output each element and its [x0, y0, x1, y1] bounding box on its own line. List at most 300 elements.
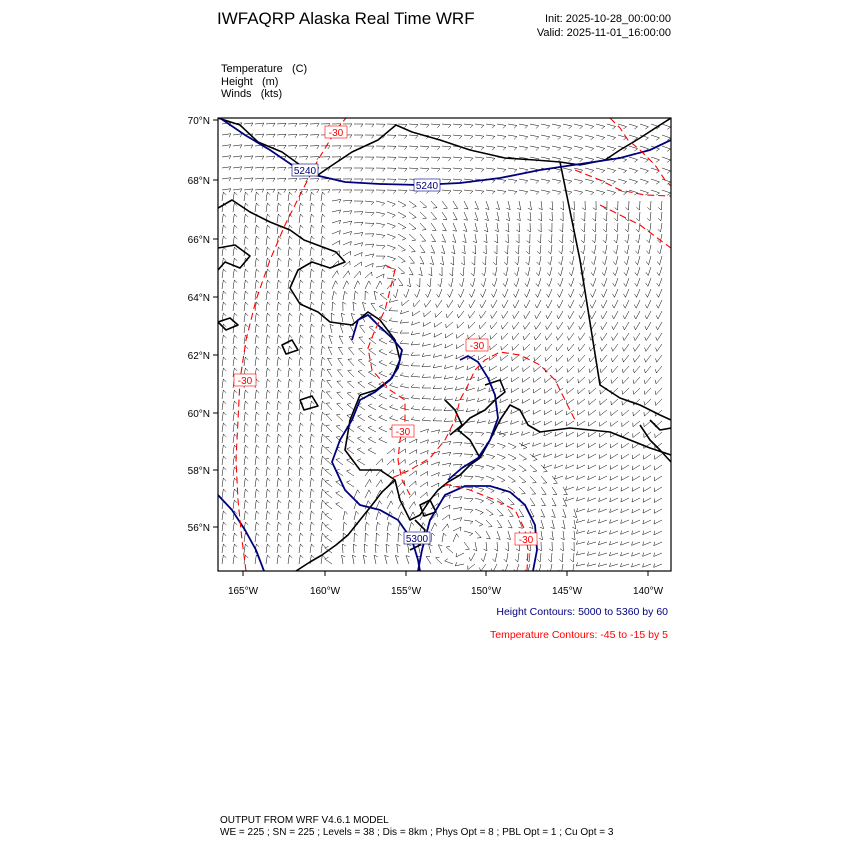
wind-barb	[539, 531, 543, 540]
wind-barb	[439, 267, 442, 276]
wind-barb	[321, 544, 325, 553]
wind-barb	[534, 366, 541, 372]
wind-barb	[266, 134, 275, 138]
wind-barb	[620, 563, 629, 567]
wind-barb	[569, 256, 574, 265]
wind-barb	[658, 212, 662, 221]
wind-barb	[338, 347, 343, 355]
wind-barb	[582, 212, 585, 221]
wind-barb	[321, 522, 325, 531]
wind-barb	[442, 524, 449, 531]
wind-barb	[277, 167, 286, 171]
wind-barb	[512, 355, 519, 361]
wind-barb	[357, 426, 365, 432]
wind-barb	[433, 354, 442, 358]
wind-barb	[623, 300, 629, 308]
wind-barb	[477, 419, 486, 423]
wind-barb	[481, 289, 487, 297]
wind-barb	[299, 291, 303, 300]
wind-barb	[587, 552, 596, 556]
wind-barb	[655, 388, 662, 395]
wind-barb	[332, 271, 338, 278]
wind-barb	[321, 533, 325, 542]
wind-barb	[365, 244, 374, 248]
wind-barb	[634, 322, 640, 330]
wind-barb	[379, 393, 387, 399]
wind-barb	[632, 531, 640, 535]
wind-barb	[288, 178, 297, 181]
wind-barb	[615, 201, 618, 210]
wind-barb	[632, 509, 640, 513]
wind-barb	[347, 392, 354, 399]
wind-barb	[453, 124, 462, 128]
wind-barb	[310, 225, 314, 234]
wind-barb	[266, 489, 270, 498]
wind-barb	[552, 190, 561, 195]
wind-barb	[633, 432, 640, 438]
wind-barb	[266, 357, 270, 366]
wind-barb	[507, 201, 511, 210]
wind-barb	[395, 555, 399, 564]
wind-barb	[540, 520, 544, 529]
wind-barb	[514, 267, 519, 276]
wind-barb	[332, 291, 337, 300]
wind-barb	[486, 157, 495, 161]
wind-barb	[585, 190, 594, 195]
wind-barb	[460, 267, 464, 276]
wind-barb	[244, 401, 248, 410]
wind-barb	[645, 311, 651, 319]
wind-barb	[579, 311, 585, 319]
wind-barb	[233, 189, 242, 193]
wind-barb	[541, 179, 550, 184]
wind-barb	[455, 397, 464, 401]
wind-barb	[611, 377, 618, 384]
wind-barb	[336, 414, 343, 421]
wind-barb	[610, 541, 619, 545]
wind-barb	[571, 201, 574, 210]
wind-barb	[365, 179, 374, 182]
wind-barb	[563, 157, 572, 162]
wind-barb	[244, 167, 253, 171]
wind-barb	[411, 384, 420, 388]
wind-barb	[471, 267, 475, 276]
wind-barb	[233, 390, 237, 399]
wind-barb	[508, 509, 513, 516]
wind-barb	[336, 503, 343, 510]
wind-barb	[397, 544, 401, 553]
wind-barb	[390, 405, 399, 410]
wind-barb	[453, 534, 459, 542]
wind-barb	[656, 322, 662, 330]
wind-barb	[599, 443, 607, 448]
wind-barb	[552, 146, 561, 151]
wind-barb	[464, 542, 469, 549]
wind-barb	[299, 412, 303, 421]
wind-barb	[563, 487, 567, 495]
wind-barb	[387, 278, 396, 282]
wind-barb	[255, 467, 259, 476]
wind-barb	[600, 432, 608, 437]
wind-barb	[654, 476, 662, 481]
wind-barb	[277, 478, 281, 487]
wind-barb	[596, 124, 605, 129]
wind-barb	[524, 322, 531, 329]
wind-barb	[533, 443, 541, 447]
wind-barb	[431, 168, 440, 172]
wind-barb	[354, 490, 360, 498]
wind-barb	[559, 553, 563, 562]
wind-barb	[508, 476, 515, 483]
wind-barb	[464, 201, 468, 209]
wind-barb	[321, 423, 325, 432]
wind-barb	[611, 410, 618, 416]
wind-barb	[503, 278, 508, 287]
wind-barb	[591, 289, 597, 297]
wind-barb	[288, 390, 292, 399]
wind-barb	[544, 443, 552, 447]
wind-barb	[354, 222, 363, 225]
wind-barb	[655, 454, 662, 459]
wind-barb	[288, 401, 292, 410]
wind-barb	[475, 157, 484, 161]
wind-barb	[422, 417, 431, 421]
wind-barb	[447, 300, 453, 308]
wind-barb	[277, 357, 281, 366]
wind-barb	[244, 302, 248, 311]
wind-barb	[244, 156, 253, 160]
wind-barb	[435, 311, 442, 317]
wind-barb	[426, 557, 431, 565]
wind-barb	[538, 212, 541, 221]
wind-barb	[574, 146, 583, 151]
wind-barb	[610, 498, 618, 502]
wind-barb	[495, 212, 499, 221]
wind-barb	[222, 489, 226, 498]
wind-barb	[420, 472, 428, 477]
wind-barb	[576, 562, 585, 566]
lat-label: 58°N	[187, 466, 210, 477]
wind-barb	[640, 168, 649, 173]
wind-barb	[310, 335, 314, 344]
wind-barb	[636, 212, 640, 221]
wind-barb	[515, 245, 519, 254]
wind-barb	[255, 412, 259, 421]
wind-barb	[494, 542, 497, 551]
wind-barb	[585, 168, 594, 173]
wind-barb	[244, 192, 248, 201]
wind-barb	[456, 553, 464, 557]
wind-barb	[644, 366, 651, 373]
wind-barb	[486, 509, 493, 516]
wind-barb	[570, 245, 574, 254]
wind-barb	[409, 481, 416, 487]
wind-barb	[398, 168, 407, 172]
wind-barb	[636, 234, 640, 243]
wind-barb	[299, 203, 303, 212]
wind-barb	[622, 366, 629, 373]
wind-barb	[534, 388, 542, 393]
wind-barb	[621, 476, 629, 480]
wind-barb	[599, 487, 607, 491]
wind-barb	[511, 399, 519, 403]
wind-barb	[321, 445, 325, 454]
wind-barb	[255, 123, 264, 127]
wind-barb	[662, 190, 671, 195]
wind-barb	[475, 520, 483, 526]
wind-barb	[244, 269, 248, 278]
wind-barb	[541, 146, 550, 151]
wind-barb	[508, 465, 516, 471]
wind-barb	[657, 267, 662, 276]
wind-barb	[567, 388, 574, 394]
wind-barb	[442, 463, 451, 467]
wind-barb	[640, 124, 649, 129]
wind-barb	[266, 324, 270, 333]
wind-barb	[362, 302, 366, 311]
wind-barb	[244, 434, 248, 443]
wind-barb	[486, 146, 495, 150]
wind-barb	[409, 234, 416, 241]
wind-barb	[409, 223, 416, 230]
wind-barb	[453, 453, 462, 456]
wind-barb	[222, 511, 226, 520]
wind-barb	[519, 190, 528, 194]
wind-barb	[535, 311, 541, 319]
wind-barb	[442, 431, 451, 435]
wind-barb	[398, 438, 406, 443]
wind-barb	[455, 387, 464, 391]
wind-barb	[288, 522, 292, 531]
wind-barb	[612, 344, 619, 351]
wind-barb	[409, 471, 416, 476]
wind-barb	[222, 522, 226, 531]
wind-barb	[602, 289, 608, 297]
wind-barb	[277, 423, 281, 432]
wind-barb	[420, 482, 427, 487]
wind-barb	[244, 225, 248, 234]
wind-barb	[266, 335, 270, 344]
wind-barb	[603, 234, 607, 243]
wind-barb	[626, 201, 630, 210]
wind-barb	[622, 355, 629, 362]
wind-barb	[347, 381, 354, 388]
wind-barb	[354, 511, 359, 520]
wind-barb	[588, 432, 596, 437]
wind-barb	[654, 542, 662, 546]
wind-barb	[376, 533, 380, 542]
wind-barb	[607, 135, 616, 140]
wind-barb	[601, 300, 607, 308]
wind-barb	[634, 300, 640, 308]
wind-barb	[643, 487, 651, 492]
wind-barb	[585, 179, 594, 184]
wind-barb	[511, 410, 519, 414]
wind-barb	[457, 333, 464, 338]
wind-barb	[453, 168, 462, 172]
wind-barb	[611, 355, 618, 362]
wind-barb	[442, 146, 451, 150]
wind-barb	[310, 313, 314, 322]
wind-barb	[266, 123, 275, 127]
wind-barb	[255, 269, 259, 278]
wind-barb	[537, 256, 541, 265]
wind-barb	[363, 555, 367, 564]
wind-barb	[325, 502, 332, 509]
wind-barb	[266, 291, 270, 300]
wind-barb	[577, 432, 585, 437]
wind-barb	[607, 179, 616, 184]
wind-barb	[644, 388, 651, 395]
wind-barb	[233, 357, 237, 366]
wind-barb	[277, 467, 281, 476]
wind-barb	[233, 178, 242, 182]
wind-barb	[658, 223, 662, 232]
lon-label: 155°W	[390, 586, 422, 597]
wind-barb	[526, 256, 530, 265]
wind-barb	[651, 157, 660, 162]
wind-barb	[486, 476, 494, 481]
wind-barb	[379, 371, 387, 377]
wind-barb	[376, 480, 382, 487]
wind-barb	[555, 410, 563, 415]
wind-barb	[516, 223, 519, 232]
wind-barb	[558, 289, 564, 297]
wind-barb	[453, 507, 462, 511]
wind-barb	[622, 377, 629, 384]
wind-barb	[409, 439, 417, 443]
wind-barb	[611, 399, 618, 405]
wind-barb	[559, 234, 563, 243]
wind-barb	[398, 245, 406, 251]
wind-barb	[577, 487, 585, 491]
wind-barb	[522, 410, 530, 414]
wind-barb	[299, 489, 303, 498]
wind-barb	[422, 406, 431, 410]
wind-barb	[365, 168, 374, 171]
wind-barb	[633, 421, 640, 427]
wind-barb	[389, 328, 398, 333]
wind-barb	[299, 269, 303, 278]
wind-barb	[329, 336, 333, 345]
wind-barb	[431, 223, 436, 230]
wind-barb	[222, 555, 226, 564]
wind-barb	[556, 355, 563, 362]
wind-barb	[546, 300, 552, 308]
wind-barb	[576, 530, 585, 534]
wind-barb	[387, 190, 396, 194]
wind-barb	[622, 421, 629, 427]
wind-barb	[434, 333, 442, 337]
wind-barb	[365, 263, 373, 267]
wind-barb	[389, 318, 398, 322]
wind-barb	[662, 124, 671, 129]
wind-barb	[635, 267, 640, 276]
wind-barb	[337, 392, 343, 399]
wind-barb	[517, 212, 521, 221]
wind-barb	[472, 245, 475, 254]
temperature-label: -30	[395, 427, 411, 438]
wind-barb	[444, 386, 453, 390]
wind-barb	[481, 278, 486, 287]
wind-barb	[299, 368, 303, 377]
wind-barb	[310, 146, 319, 149]
wind-barb	[266, 225, 270, 234]
wind-barb	[420, 234, 426, 241]
wind-barb	[365, 479, 371, 487]
wind-barb	[578, 388, 585, 394]
wind-barb	[310, 533, 314, 542]
wind-barb	[288, 368, 292, 377]
wind-barb	[545, 377, 552, 383]
wind-barb	[358, 415, 366, 421]
wind-barb	[222, 434, 226, 443]
wind-barb	[655, 366, 662, 373]
wind-barb	[587, 563, 596, 567]
wind-barb	[444, 418, 453, 421]
wind-barb	[337, 403, 343, 410]
wind-barb	[400, 320, 409, 324]
wind-barb	[387, 234, 396, 239]
wind-barb	[588, 498, 596, 502]
wind-barb	[484, 234, 488, 243]
wind-barb	[505, 234, 508, 243]
wind-barb	[398, 190, 407, 194]
wind-barb	[266, 544, 270, 553]
wind-barb	[497, 135, 506, 139]
wind-barb	[376, 124, 385, 127]
wind-barb	[656, 344, 662, 351]
wind-barb	[643, 531, 651, 535]
wind-barb	[321, 225, 325, 234]
lat-label: 62°N	[187, 351, 210, 362]
wind-barb	[559, 245, 563, 254]
wind-barb	[519, 454, 527, 460]
wind-barb	[371, 304, 376, 312]
wind-barb	[541, 498, 546, 506]
wind-barb	[321, 236, 325, 245]
wind-barb	[442, 157, 451, 161]
wind-barb	[442, 223, 446, 231]
wind-barb	[527, 223, 530, 232]
wind-barb	[409, 124, 418, 128]
wind-barb	[632, 498, 640, 502]
wind-barb	[244, 511, 248, 520]
wind-barb	[398, 157, 407, 161]
wind-barb	[645, 333, 651, 341]
wind-barb	[643, 520, 651, 524]
wind-barb	[341, 313, 345, 322]
wind-barb	[310, 478, 314, 487]
wind-barb	[288, 324, 292, 333]
wind-barb	[310, 522, 314, 531]
wind-barb	[508, 168, 517, 172]
wind-barb	[365, 146, 374, 149]
valid-time: Valid: 2025-11-01_16:00:00	[536, 27, 671, 39]
wind-barb	[365, 272, 372, 278]
wind-barb	[493, 256, 497, 265]
wind-barb	[332, 302, 336, 311]
wind-barb	[420, 440, 428, 444]
wind-barb	[266, 412, 270, 421]
wind-barb	[277, 379, 281, 388]
wind-barb	[442, 179, 451, 183]
wind-barb	[288, 500, 292, 509]
wind-barb	[325, 558, 332, 565]
wind-barb	[368, 382, 376, 388]
wind-barb	[325, 469, 332, 476]
wind-barb	[266, 390, 270, 399]
